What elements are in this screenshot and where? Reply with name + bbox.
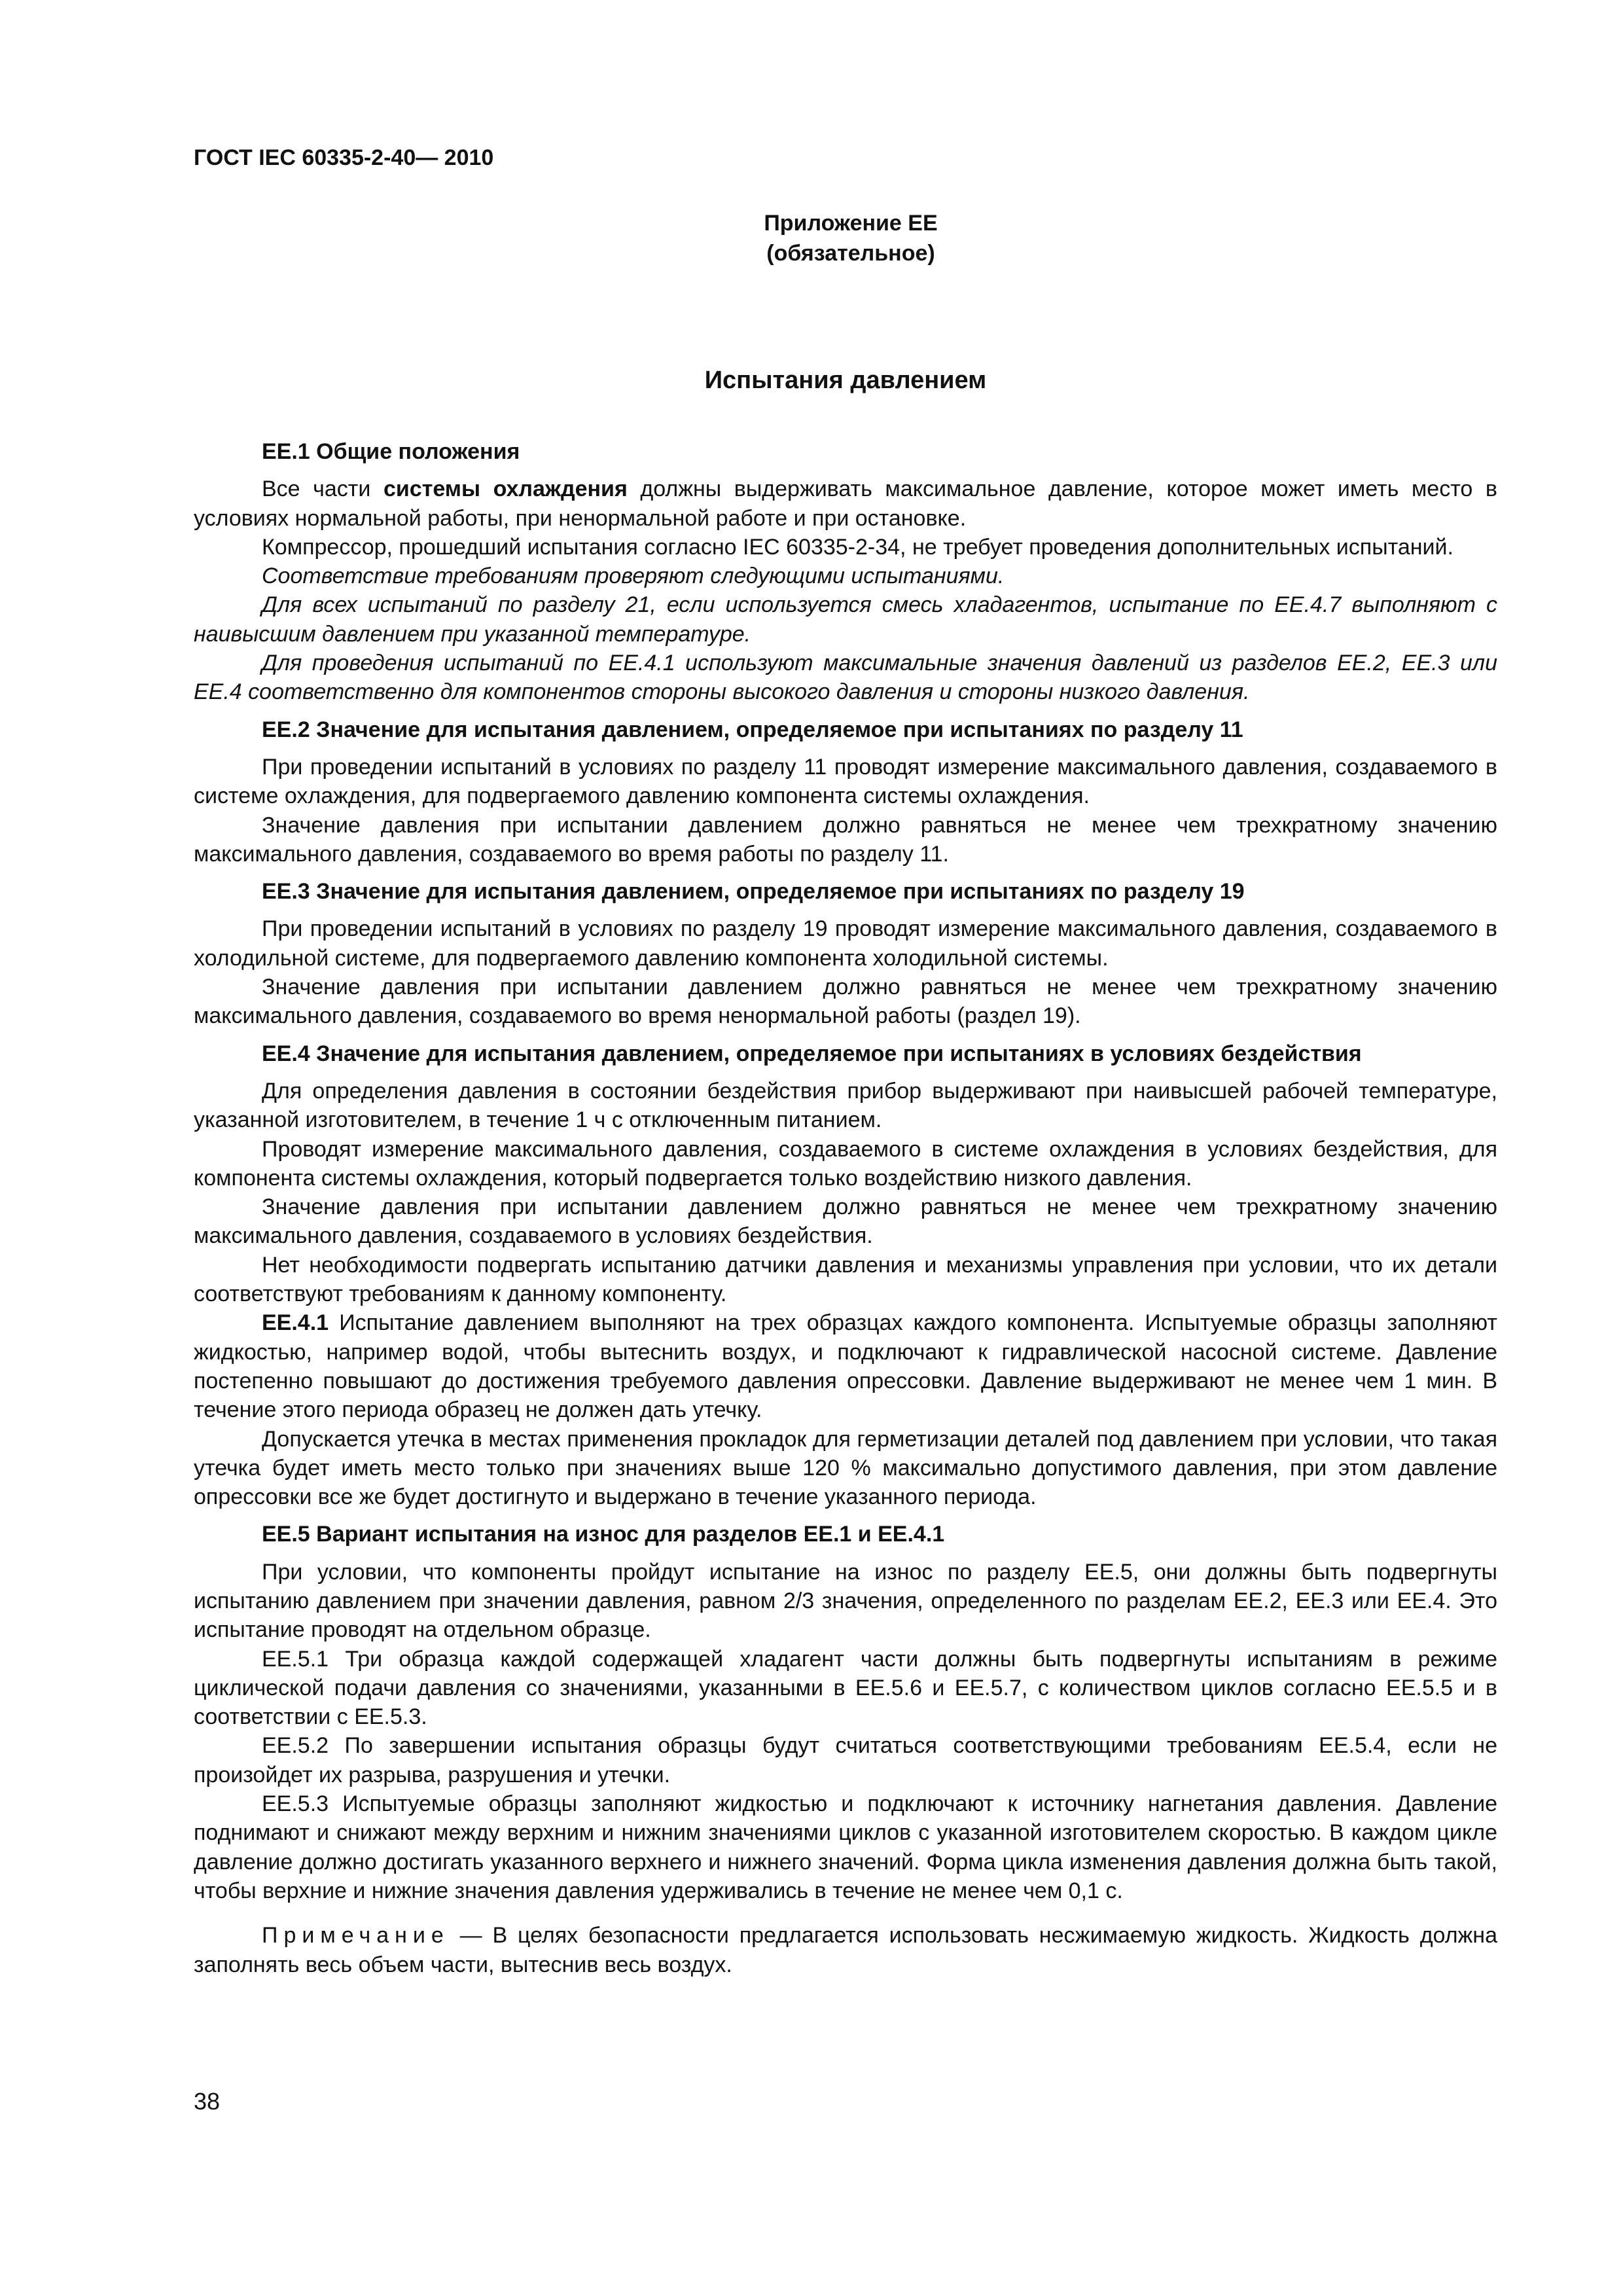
term-bold: системы охлаждения bbox=[383, 476, 628, 502]
paragraph: При условии, что компоненты пройдут испытание на износ по разделу ЕЕ.5, они должны быть подвергнуты испытанию давлением при значении давления, равном 2/3 значения, определенного по разделам ЕЕ.2, ЕЕ.3 или ЕЕ.4. Это испытание проводят на отдельном образце. bbox=[194, 1559, 1497, 1643]
paragraph-italic: Для проведения испытаний по ЕЕ.4.1 используют максимальные значения давлений из разделов ЕЕ.2, ЕЕ.3 или ЕЕ.4 соответственно для компонентов стороны высокого давления и стороны низкого давления. bbox=[194, 651, 1497, 705]
paragraph-italic: Для всех испытаний по разделу 21, если используется смесь хладагентов, испытание по ЕЕ.4.7 выполняют с наивысшим давлением при указанной температуре. bbox=[194, 592, 1497, 647]
section-heading-ee2: ЕЕ.2 Значение для испытания давлением, определяемое при испытаниях по разделу 11 bbox=[262, 717, 1243, 742]
note-paragraph: Примечание — В целях безопасности предлагается использовать несжимаемую жидкость. Жидкость должна заполнять весь объем части, вытеснив весь воздух. bbox=[194, 1923, 1497, 1977]
document-body bbox=[194, 437, 1497, 1979]
paragraph: ЕЕ.5.1 Три образца каждой содержащей хладагент части должны быть подвергнуты испытаниям в режиме циклической подачи давления со значениями, указанными в ЕЕ.5.6 и ЕЕ.5.7, с количеством циклов согласно ЕЕ.5.5 и в соответствии с ЕЕ.5.3. bbox=[194, 1646, 1497, 1730]
annex-heading bbox=[589, 208, 1113, 268]
standard-designation: ГОСТ IEC 60335-2-40— 2010 bbox=[194, 145, 494, 170]
section-heading-ee3: ЕЕ.3 Значение для испытания давлением, определяемое при испытаниях по разделу 19 bbox=[262, 879, 1245, 905]
paragraph: Значение давления при испытании давлением должно равняться не менее чем трехкратному значению максимального давления, создаваемого во время ненормальной работы (раздел 19). bbox=[194, 975, 1497, 1029]
paragraph: ЕЕ.5.3 Испытуемые образцы заполняют жидкостью и подключают к источнику нагнетания давления. Давление поднимают и снижают между верхним и нижним значениями циклов с указанной изготовителем скоростью. В каждом цикле давление должно достигать указанного верхнего и нижнего значений. Форма цикла изменения давления должна быть такой, чтобы верхние и нижние значения давления удерживались в течение не менее чем 0,1 с. bbox=[194, 1791, 1497, 1903]
paragraph: Нет необходимости подвергать испытанию датчики давления и механизмы управления при условии, что их детали соответствуют требованиям к данному компоненту. bbox=[194, 1252, 1497, 1307]
paragraph: Для определения давления в состоянии бездействия прибор выдерживают при наивысшей рабочей температуре, указанной изготовителем, в течение 1 ч с отключенным питанием. bbox=[194, 1078, 1497, 1133]
paragraph: Значение давления при испытании давлением должно равняться не менее чем трехкратному значению максимального давления, создаваемого в условиях бездействия. bbox=[194, 1194, 1497, 1249]
section-heading-ee5: ЕЕ.5 Вариант испытания на износ для разделов ЕЕ.1 и ЕЕ.4.1 bbox=[262, 1522, 945, 1547]
paragraph: ЕЕ.4.1 Испытание давлением выполняют на трех образцах каждого компонента. Испытуемые образцы заполняют жидкостью, например водой, чтобы вытеснить воздух, и подключают к гидравлической насосной системе. Давление постепенно повышают до достижения требуемого давления опрессовки. Давление выдерживают не менее чем 1 мин. В течение этого периода образец не должен дать утечку. bbox=[194, 1310, 1497, 1423]
section-heading-ee1: ЕЕ.1 Общие положения bbox=[262, 439, 520, 464]
paragraph: ЕЕ.5.2 По завершении испытания образцы будут считаться соответствующими требованиям ЕЕ.5.4, если не произойдет их разрыва, разрушения и утечки. bbox=[194, 1733, 1497, 1787]
annex-label: Приложение ЕЕ bbox=[764, 211, 938, 236]
paragraph-italic: Соответствие требованиям проверяют следующими испытаниями. bbox=[262, 564, 1005, 589]
paragraph: Компрессор, прошедший испытания согласно IEC 60335-2-34, не требует проведения дополнительных испытаний. bbox=[262, 534, 1454, 560]
paragraph: Все части системы охлаждения должны выдерживать максимальное давление, которое может иметь место в условиях нормальной работы, при ненормальной работе и при остановке. bbox=[194, 476, 1497, 531]
page-number: 38 bbox=[194, 2088, 221, 2115]
paragraph: Проводят измерение максимального давления, создаваемого в системе охлаждения в условиях бездействия, для компонента системы охлаждения, который подвергается только воздействию низкого давления. bbox=[194, 1136, 1497, 1191]
section-heading-ee4: ЕЕ.4 Значение для испытания давлением, определяемое при испытаниях в условиях бездействия bbox=[262, 1041, 1362, 1066]
clause-label: ЕЕ.4.1 bbox=[262, 1310, 329, 1336]
annex-status: (обязательное) bbox=[766, 241, 935, 266]
paragraph: Допускается утечка в местах применения прокладок для герметизации деталей под давлением при условии, что такая утечка будет иметь место только при значениях выше 120 % максимально допустимого давления, при этом давление опрессовки все же будет достигнуто и выдержано в течение указанного периода. bbox=[194, 1426, 1497, 1510]
paragraph: Значение давления при испытании давлением должно равняться не менее чем трехкратному значению максимального давления, создаваемого во время работы по разделу 11. bbox=[194, 812, 1497, 867]
paragraph: При проведении испытаний в условиях по разделу 11 проводят измерение максимального давления, создаваемого в системе охлаждения, для подвергаемого давлению компонента системы охлаждения. bbox=[194, 754, 1497, 809]
page-title: Испытания давлением bbox=[704, 367, 987, 394]
note-label: Примечание bbox=[262, 1923, 450, 1948]
paragraph: При проведении испытаний в условиях по разделу 19 проводят измерение максимального давления, создаваемого в холодильной системе, для подвергаемого давлению компонента холодильной системы. bbox=[194, 916, 1497, 971]
